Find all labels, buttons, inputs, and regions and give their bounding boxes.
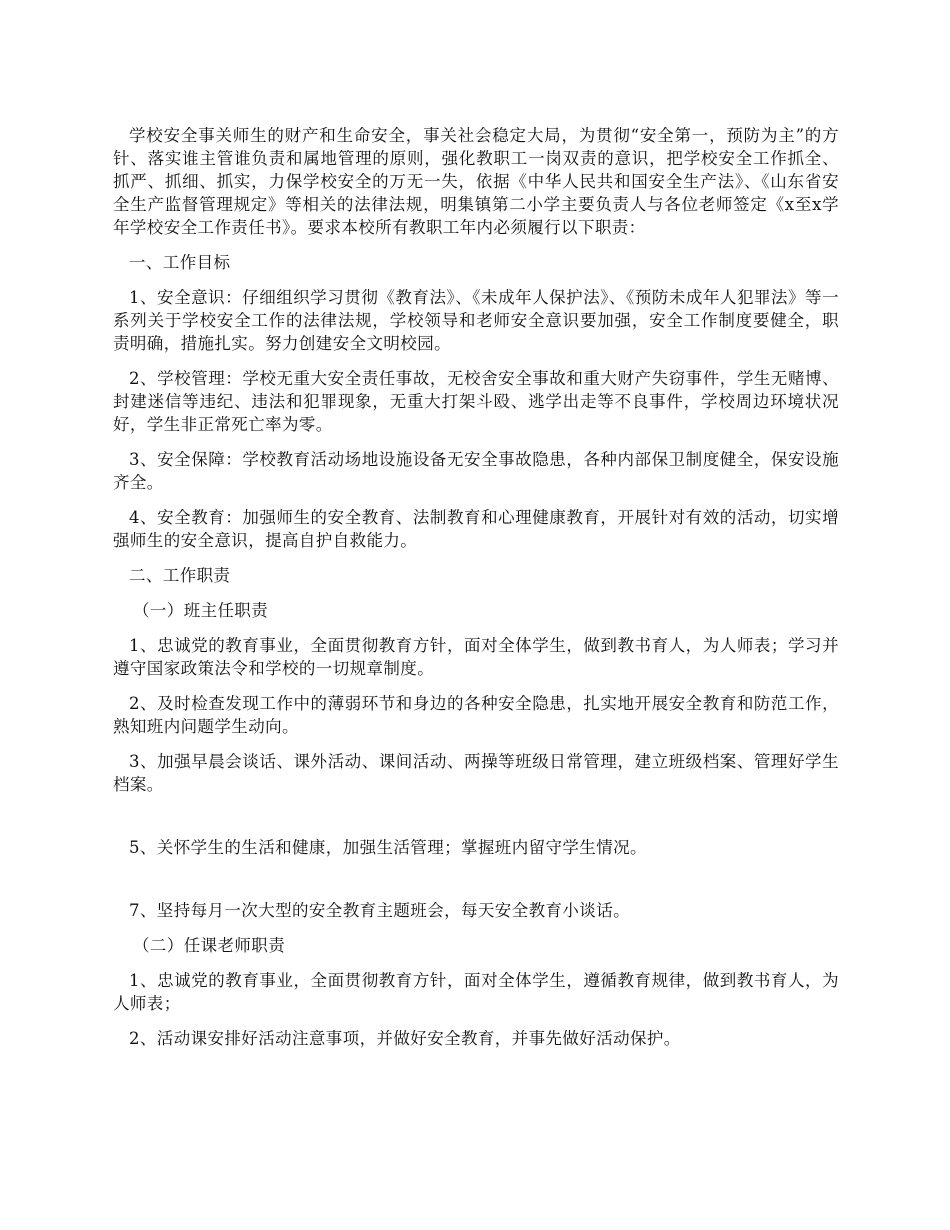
section-title-work-goals: 一、工作目标: [129, 253, 231, 272]
goal-item: 4、安全教育：加强师生的安全教育、法制教育和心理健康教育，开展针对有效的活动，切实增强师生的安全意识，提高自护自救能力。: [113, 508, 839, 550]
goal-item: 1、安全意识：仔细组织学习贯彻《教育法》、《未成年人保护法》、《预防未成年人犯罪法》等一系列关于学校安全工作的法律法规，学校领导和老师安全意识要加强，安全工作制度要健全，职责明确，措施扎实。努力创建安全文明校园。: [113, 288, 839, 353]
section-title-work-duties: 二、工作职责: [129, 566, 231, 585]
document-page: [113, 124, 839, 1062]
duty-item: 7、坚持每月一次大型的安全教育主题班会，每天安全教育小谈话。: [129, 901, 630, 920]
blank-gap: [113, 808, 839, 836]
duty-item: 5、关怀学生的生活和健康，加强生活管理；掌握班内留守学生情况。: [129, 838, 647, 857]
duty-item: 2、活动课安排好活动注意事项，并做好安全教育，并事先做好活动保护。: [129, 1029, 681, 1048]
duty-item: 1、忠诚党的教育事业，全面贯彻教育方针，面对全体学生，遵循教育规律，做到教书育人，为人师表；: [113, 971, 839, 1013]
subsection-title-head-teacher: （一）班主任职责: [133, 601, 269, 620]
goal-item: 3、安全保障：学校教育活动场地设施设备无安全事故隐患，各种内部保卫制度健全，保安设施齐全。: [113, 450, 839, 492]
duty-item: 2、及时检查发现工作中的薄弱环节和身边的各种安全隐患，扎实地开展安全教育和防范工作，熟知班内问题学生动向。: [113, 694, 839, 736]
intro-paragraph: 学校安全事关师生的财产和生命安全，事关社会稳定大局，为贯彻“安全第一，预防为主”的方针、落实谁主管谁负责和属地管理的原则，强化教职工一岗双责的意识，把学校安全工作抓全、抓严、抓细、抓实，力保学校安全的万无一失，依据《中华人民共和国安全生产法》、《山东省安全生产监督管理规定》等相关的法律法规，明集镇第二小学主要负责人与各位老师签定《x至x学年学校安全工作责任书》。要求本校所有教职工年内必须履行以下职责：: [113, 126, 839, 237]
subsection-title-subject-teacher: （二）任课老师职责: [133, 936, 286, 955]
duty-item: 3、加强早晨会谈话、课外活动、课间活动、两操等班级日常管理，建立班级档案、管理好学生档案。: [113, 752, 839, 794]
goal-item: 2、学校管理：学校无重大安全责任事故，无校舍安全事故和重大财产失窃事件，学生无赌博、封建迷信等违纪、违法和犯罪现象，无重大打架斗殴、逃学出走等不良事件，学校周边环境状况好，学生非正常死亡率为零。: [113, 369, 839, 434]
blank-gap: [113, 871, 839, 899]
duty-item: 1、忠诚党的教育事业，全面贯彻教育方针，面对全体学生，做到教书育人，为人师表；学习并遵守国家政策法令和学校的一切规章制度。: [113, 636, 839, 678]
